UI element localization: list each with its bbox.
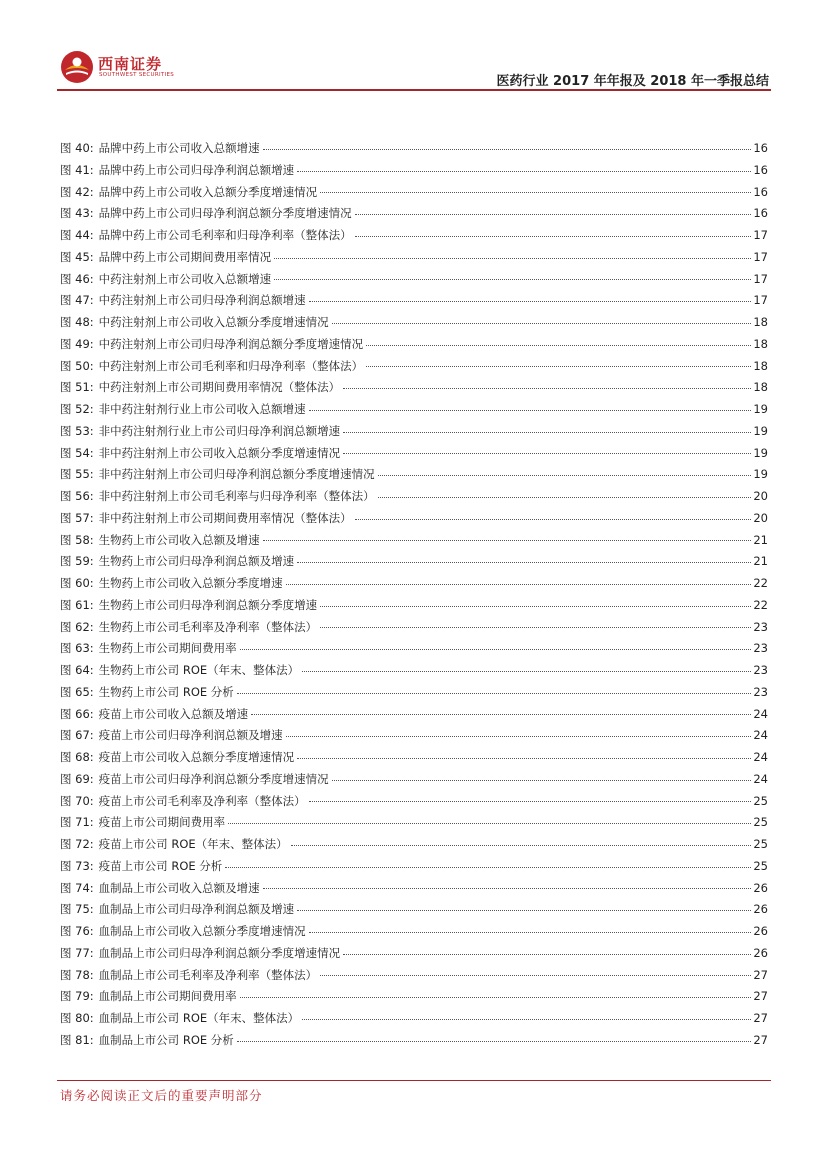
toc-page-number: 20 [753, 510, 768, 525]
toc-figure-title: 中药注射剂上市公司归母净利润总额分季度增速情况 [98, 336, 364, 351]
toc-figure-title: 品牌中药上市公司归母净利润总额增速 [98, 162, 295, 177]
toc-page-number: 23 [753, 663, 768, 677]
toc-figure-title: 非中药注射剂上市公司期间费用率情况（整体法） [98, 510, 352, 525]
toc-leader-dots [251, 713, 751, 715]
toc-figure-number: 图 75: [60, 902, 94, 917]
toc-figure-title: 品牌中药上市公司收入总额增速 [98, 141, 260, 155]
toc-figure-title: 疫苗上市公司归母净利润总额及增速 [98, 728, 283, 743]
header-divider [57, 89, 771, 91]
toc-figure-number: 图 53: [60, 423, 94, 438]
toc-leader-dots [343, 431, 751, 433]
toc-figure-number: 图 62: [60, 619, 94, 634]
toc-entry[interactable] [60, 965, 768, 987]
toc-figure-title: 疫苗上市公司毛利率及净利率（整体法） [98, 793, 306, 808]
toc-figure-number: 图 65: [60, 684, 94, 699]
toc-figure-number: 图 46: [60, 271, 94, 286]
toc-leader-dots [286, 583, 752, 585]
toc-page-number: 17 [753, 249, 768, 264]
toc-leader-dots [297, 757, 751, 759]
toc-figure-number: 图 78: [60, 967, 94, 982]
toc-leader-dots [320, 191, 751, 193]
page-header [0, 0, 827, 92]
toc-page-number: 24 [753, 706, 768, 721]
toc-entry[interactable] [60, 486, 768, 508]
toc-figure-title: 非中药注射剂行业上市公司收入总额增速 [98, 402, 306, 416]
toc-entry[interactable] [60, 617, 768, 639]
toc-figure-number: 图 51: [60, 380, 94, 395]
toc-entry[interactable] [60, 138, 768, 160]
toc-leader-dots [355, 213, 752, 215]
toc-entry[interactable] [60, 856, 768, 878]
logo-chinese-name: 西南证券 [98, 55, 163, 73]
toc-leader-dots [332, 322, 752, 324]
toc-page-number: 26 [753, 924, 768, 938]
toc-figure-number: 图 68: [60, 750, 94, 764]
toc-entry[interactable] [60, 682, 768, 704]
toc-entry[interactable] [60, 812, 768, 834]
toc-figure-number: 图 48: [60, 315, 94, 329]
toc-figure-number: 图 54: [60, 445, 94, 460]
toc-figure-title: 中药注射剂上市公司毛利率和归母净利率（整体法） [98, 358, 364, 373]
toc-figure-number: 图 69: [60, 771, 94, 786]
toc-entry[interactable] [60, 725, 768, 747]
toc-page-number: 19 [753, 402, 768, 416]
toc-page-number: 20 [753, 489, 768, 503]
toc-leader-dots [343, 452, 751, 454]
footer-disclaimer: 请务必阅读正文后的重要声明部分 [60, 1088, 263, 1103]
toc-leader-dots [378, 496, 752, 498]
toc-entry[interactable] [60, 943, 768, 965]
footer-divider [57, 1080, 771, 1081]
toc-page-number: 16 [753, 206, 768, 221]
toc-figure-title: 疫苗上市公司 ROE（年末、整体法） [98, 837, 288, 851]
toc-leader-dots [332, 779, 752, 781]
toc-leader-dots [274, 278, 751, 280]
toc-leader-dots [309, 300, 752, 302]
toc-leader-dots [343, 953, 751, 955]
toc-figure-number: 图 74: [60, 880, 94, 895]
toc-leader-dots [297, 909, 751, 911]
toc-figure-number: 图 79: [60, 989, 94, 1004]
toc-entry[interactable] [60, 595, 768, 617]
toc-leader-dots [309, 800, 752, 802]
toc-page-number: 16 [753, 184, 768, 199]
toc-page-number: 24 [753, 771, 768, 786]
toc-figure-number: 图 59: [60, 554, 94, 569]
toc-entry[interactable] [60, 921, 768, 943]
report-title: 医药行业 2017 年年报及 2018 年一季报总结 [496, 74, 769, 89]
toc-leader-dots [237, 1040, 752, 1042]
toc-page-number: 23 [753, 619, 768, 634]
toc-entry[interactable] [60, 160, 768, 182]
toc-page-number: 21 [753, 554, 768, 569]
toc-leader-dots [320, 626, 751, 628]
toc-page-number: 19 [753, 423, 768, 438]
toc-entry[interactable] [60, 899, 768, 921]
toc-figure-title: 血制品上市公司归母净利润总额及增速 [98, 902, 295, 917]
toc-figure-title: 非中药注射剂上市公司收入总额分季度增速情况 [98, 445, 341, 460]
toc-leader-dots [302, 670, 751, 672]
toc-entry[interactable] [60, 356, 768, 378]
toc-entry[interactable] [60, 573, 768, 595]
toc-figure-title: 血制品上市公司收入总额及增速 [98, 880, 260, 895]
toc-figure-title: 疫苗上市公司 ROE 分析 [98, 858, 223, 873]
toc-page-number: 18 [753, 380, 768, 395]
toc-figure-title: 血制品上市公司归母净利润总额分季度增速情况 [98, 945, 341, 960]
toc-figure-title: 品牌中药上市公司收入总额分季度增速情况 [98, 184, 318, 199]
toc-figure-title: 生物药上市公司期间费用率 [98, 641, 237, 656]
toc-entry[interactable] [60, 203, 768, 225]
toc-leader-dots [366, 365, 751, 367]
toc-page-number: 25 [753, 858, 768, 873]
toc-page-number: 24 [753, 750, 768, 764]
toc-page-number: 16 [753, 162, 768, 177]
toc-figure-number: 图 44: [60, 228, 94, 242]
toc-leader-dots [274, 257, 751, 259]
toc-leader-dots [263, 539, 752, 541]
toc-entry[interactable] [60, 247, 768, 269]
toc-figure-title: 血制品上市公司毛利率及净利率（整体法） [98, 967, 318, 982]
toc-entry[interactable] [60, 312, 768, 334]
toc-leader-dots [225, 866, 751, 868]
southwest-securities-logo-icon [60, 50, 94, 84]
toc-figure-title: 血制品上市公司收入总额分季度增速情况 [98, 924, 306, 938]
toc-page-number: 21 [753, 532, 768, 547]
toc-entry[interactable] [60, 1008, 768, 1030]
toc-leader-dots [291, 844, 752, 846]
toc-entry[interactable] [60, 704, 768, 726]
toc-figure-title: 中药注射剂上市公司期间费用率情况（整体法） [98, 380, 341, 395]
toc-figure-number: 图 55: [60, 467, 94, 482]
toc-page-number: 27 [753, 1011, 768, 1025]
toc-leader-dots [355, 235, 752, 237]
toc-entry[interactable] [60, 399, 768, 421]
toc-figure-title: 生物药上市公司毛利率及净利率（整体法） [98, 619, 318, 634]
toc-entry[interactable] [60, 269, 768, 291]
toc-figure-title: 中药注射剂上市公司收入总额分季度增速情况 [98, 315, 329, 329]
toc-figure-number: 图 61: [60, 597, 94, 612]
toc-figure-title: 生物药上市公司 ROE 分析 [98, 684, 234, 699]
toc-page-number: 18 [753, 336, 768, 351]
toc-figure-title: 生物药上市公司收入总额及增速 [98, 532, 260, 547]
toc-figure-title: 生物药上市公司 ROE（年末、整体法） [98, 663, 300, 677]
toc-figure-title: 品牌中药上市公司归母净利润总额分季度增速情况 [98, 206, 352, 221]
toc-page-number: 25 [753, 837, 768, 851]
toc-entry[interactable] [60, 834, 768, 856]
toc-figure-title: 品牌中药上市公司毛利率和归母净利率（整体法） [98, 228, 352, 242]
toc-entry[interactable] [60, 530, 768, 552]
toc-figure-number: 图 45: [60, 249, 94, 264]
toc-page-number: 19 [753, 445, 768, 460]
toc-figure-number: 图 42: [60, 184, 94, 199]
toc-figure-title: 血制品上市公司 ROE（年末、整体法） [98, 1011, 300, 1025]
toc-page-number: 17 [753, 228, 768, 242]
toc-leader-dots [263, 887, 752, 889]
toc-entry[interactable] [60, 443, 768, 465]
toc-figure-title: 疫苗上市公司收入总额分季度增速情况 [98, 750, 295, 764]
toc-page-number: 25 [753, 815, 768, 830]
toc-figure-title: 生物药上市公司归母净利润总额分季度增速 [98, 597, 318, 612]
toc-figure-title: 血制品上市公司期间费用率 [98, 989, 237, 1004]
toc-page-number: 18 [753, 358, 768, 373]
toc-figure-number: 图 52: [60, 402, 94, 416]
toc-figure-number: 图 43: [60, 206, 94, 221]
toc-leader-dots [366, 344, 751, 346]
toc-leader-dots [309, 409, 752, 411]
toc-figure-title: 非中药注射剂上市公司毛利率与归母净利率（整体法） [98, 489, 375, 503]
toc-figure-number: 图 64: [60, 663, 94, 677]
toc-entry[interactable] [60, 769, 768, 791]
toc-figure-title: 非中药注射剂上市公司归母净利润总额分季度增速情况 [98, 467, 375, 482]
figure-index-list [60, 138, 768, 1052]
toc-figure-title: 疫苗上市公司归母净利润总额分季度增速情况 [98, 771, 329, 786]
toc-leader-dots [237, 692, 752, 694]
toc-leader-dots [297, 170, 751, 172]
toc-entry[interactable] [60, 747, 768, 769]
toc-figure-number: 图 56: [60, 489, 94, 503]
toc-entry[interactable] [60, 986, 768, 1008]
toc-page-number: 16 [753, 141, 768, 155]
toc-leader-dots [297, 561, 751, 563]
toc-figure-number: 图 41: [60, 162, 94, 177]
toc-figure-number: 图 70: [60, 793, 94, 808]
toc-figure-number: 图 57: [60, 510, 94, 525]
toc-leader-dots [309, 931, 752, 933]
toc-entry[interactable] [60, 421, 768, 443]
toc-leader-dots [228, 822, 751, 824]
toc-page-number: 22 [753, 576, 768, 590]
toc-leader-dots [320, 605, 751, 607]
toc-figure-title: 中药注射剂上市公司收入总额增速 [98, 271, 272, 286]
toc-entry[interactable] [60, 182, 768, 204]
toc-figure-number: 图 77: [60, 945, 94, 960]
toc-entry[interactable] [60, 225, 768, 247]
toc-leader-dots [378, 474, 752, 476]
toc-figure-title: 非中药注射剂行业上市公司归母净利润总额增速 [98, 423, 341, 438]
toc-page-number: 25 [753, 793, 768, 808]
toc-figure-number: 图 73: [60, 858, 94, 873]
toc-figure-title: 品牌中药上市公司期间费用率情况 [98, 249, 272, 264]
toc-entry[interactable] [60, 377, 768, 399]
toc-page-number: 18 [753, 315, 768, 329]
toc-leader-dots [302, 1018, 751, 1020]
toc-entry[interactable] [60, 290, 768, 312]
toc-entry[interactable] [60, 464, 768, 486]
toc-leader-dots [263, 148, 752, 150]
toc-figure-number: 图 60: [60, 576, 94, 590]
toc-page-number: 26 [753, 902, 768, 917]
toc-figure-number: 图 40: [60, 141, 94, 155]
toc-figure-number: 图 63: [60, 641, 94, 656]
toc-leader-dots [355, 518, 752, 520]
toc-figure-number: 图 76: [60, 924, 94, 938]
toc-entry[interactable] [60, 878, 768, 900]
toc-page-number: 27 [753, 989, 768, 1004]
toc-page-number: 22 [753, 597, 768, 612]
toc-entry[interactable] [60, 551, 768, 573]
toc-figure-number: 图 66: [60, 706, 94, 721]
toc-page-number: 26 [753, 945, 768, 960]
toc-figure-number: 图 47: [60, 293, 94, 308]
toc-figure-number: 图 81: [60, 1032, 94, 1047]
toc-page-number: 19 [753, 467, 768, 482]
toc-figure-number: 图 58: [60, 532, 94, 547]
toc-entry[interactable] [60, 791, 768, 813]
toc-page-number: 27 [753, 1032, 768, 1047]
toc-page-number: 24 [753, 728, 768, 743]
toc-figure-title: 疫苗上市公司收入总额及增速 [98, 706, 249, 721]
toc-leader-dots [286, 735, 752, 737]
toc-figure-title: 疫苗上市公司期间费用率 [98, 815, 226, 830]
toc-entry[interactable] [60, 334, 768, 356]
toc-entry[interactable] [60, 1030, 768, 1052]
toc-page-number: 26 [753, 880, 768, 895]
toc-entry[interactable] [60, 508, 768, 530]
toc-figure-number: 图 71: [60, 815, 94, 830]
toc-page-number: 23 [753, 641, 768, 656]
toc-figure-number: 图 49: [60, 336, 94, 351]
toc-figure-number: 图 80: [60, 1011, 94, 1025]
toc-leader-dots [343, 387, 751, 389]
toc-figure-title: 中药注射剂上市公司归母净利润总额增速 [98, 293, 306, 308]
toc-leader-dots [240, 648, 752, 650]
toc-figure-number: 图 72: [60, 837, 94, 851]
toc-entry[interactable] [60, 638, 768, 660]
toc-page-number: 17 [753, 293, 768, 308]
toc-leader-dots [240, 996, 752, 998]
toc-page-number: 27 [753, 967, 768, 982]
toc-entry[interactable] [60, 660, 768, 682]
toc-figure-title: 生物药上市公司收入总额分季度增速 [98, 576, 283, 590]
company-logo [60, 50, 200, 84]
toc-leader-dots [320, 974, 751, 976]
toc-figure-number: 图 67: [60, 728, 94, 743]
toc-page-number: 17 [753, 271, 768, 286]
toc-figure-title: 生物药上市公司归母净利润总额及增速 [98, 554, 295, 569]
toc-page-number: 23 [753, 684, 768, 699]
toc-figure-number: 图 50: [60, 358, 94, 373]
logo-english-name: SOUTHWEST SECURITIES [99, 72, 175, 78]
toc-figure-title: 血制品上市公司 ROE 分析 [98, 1032, 234, 1047]
